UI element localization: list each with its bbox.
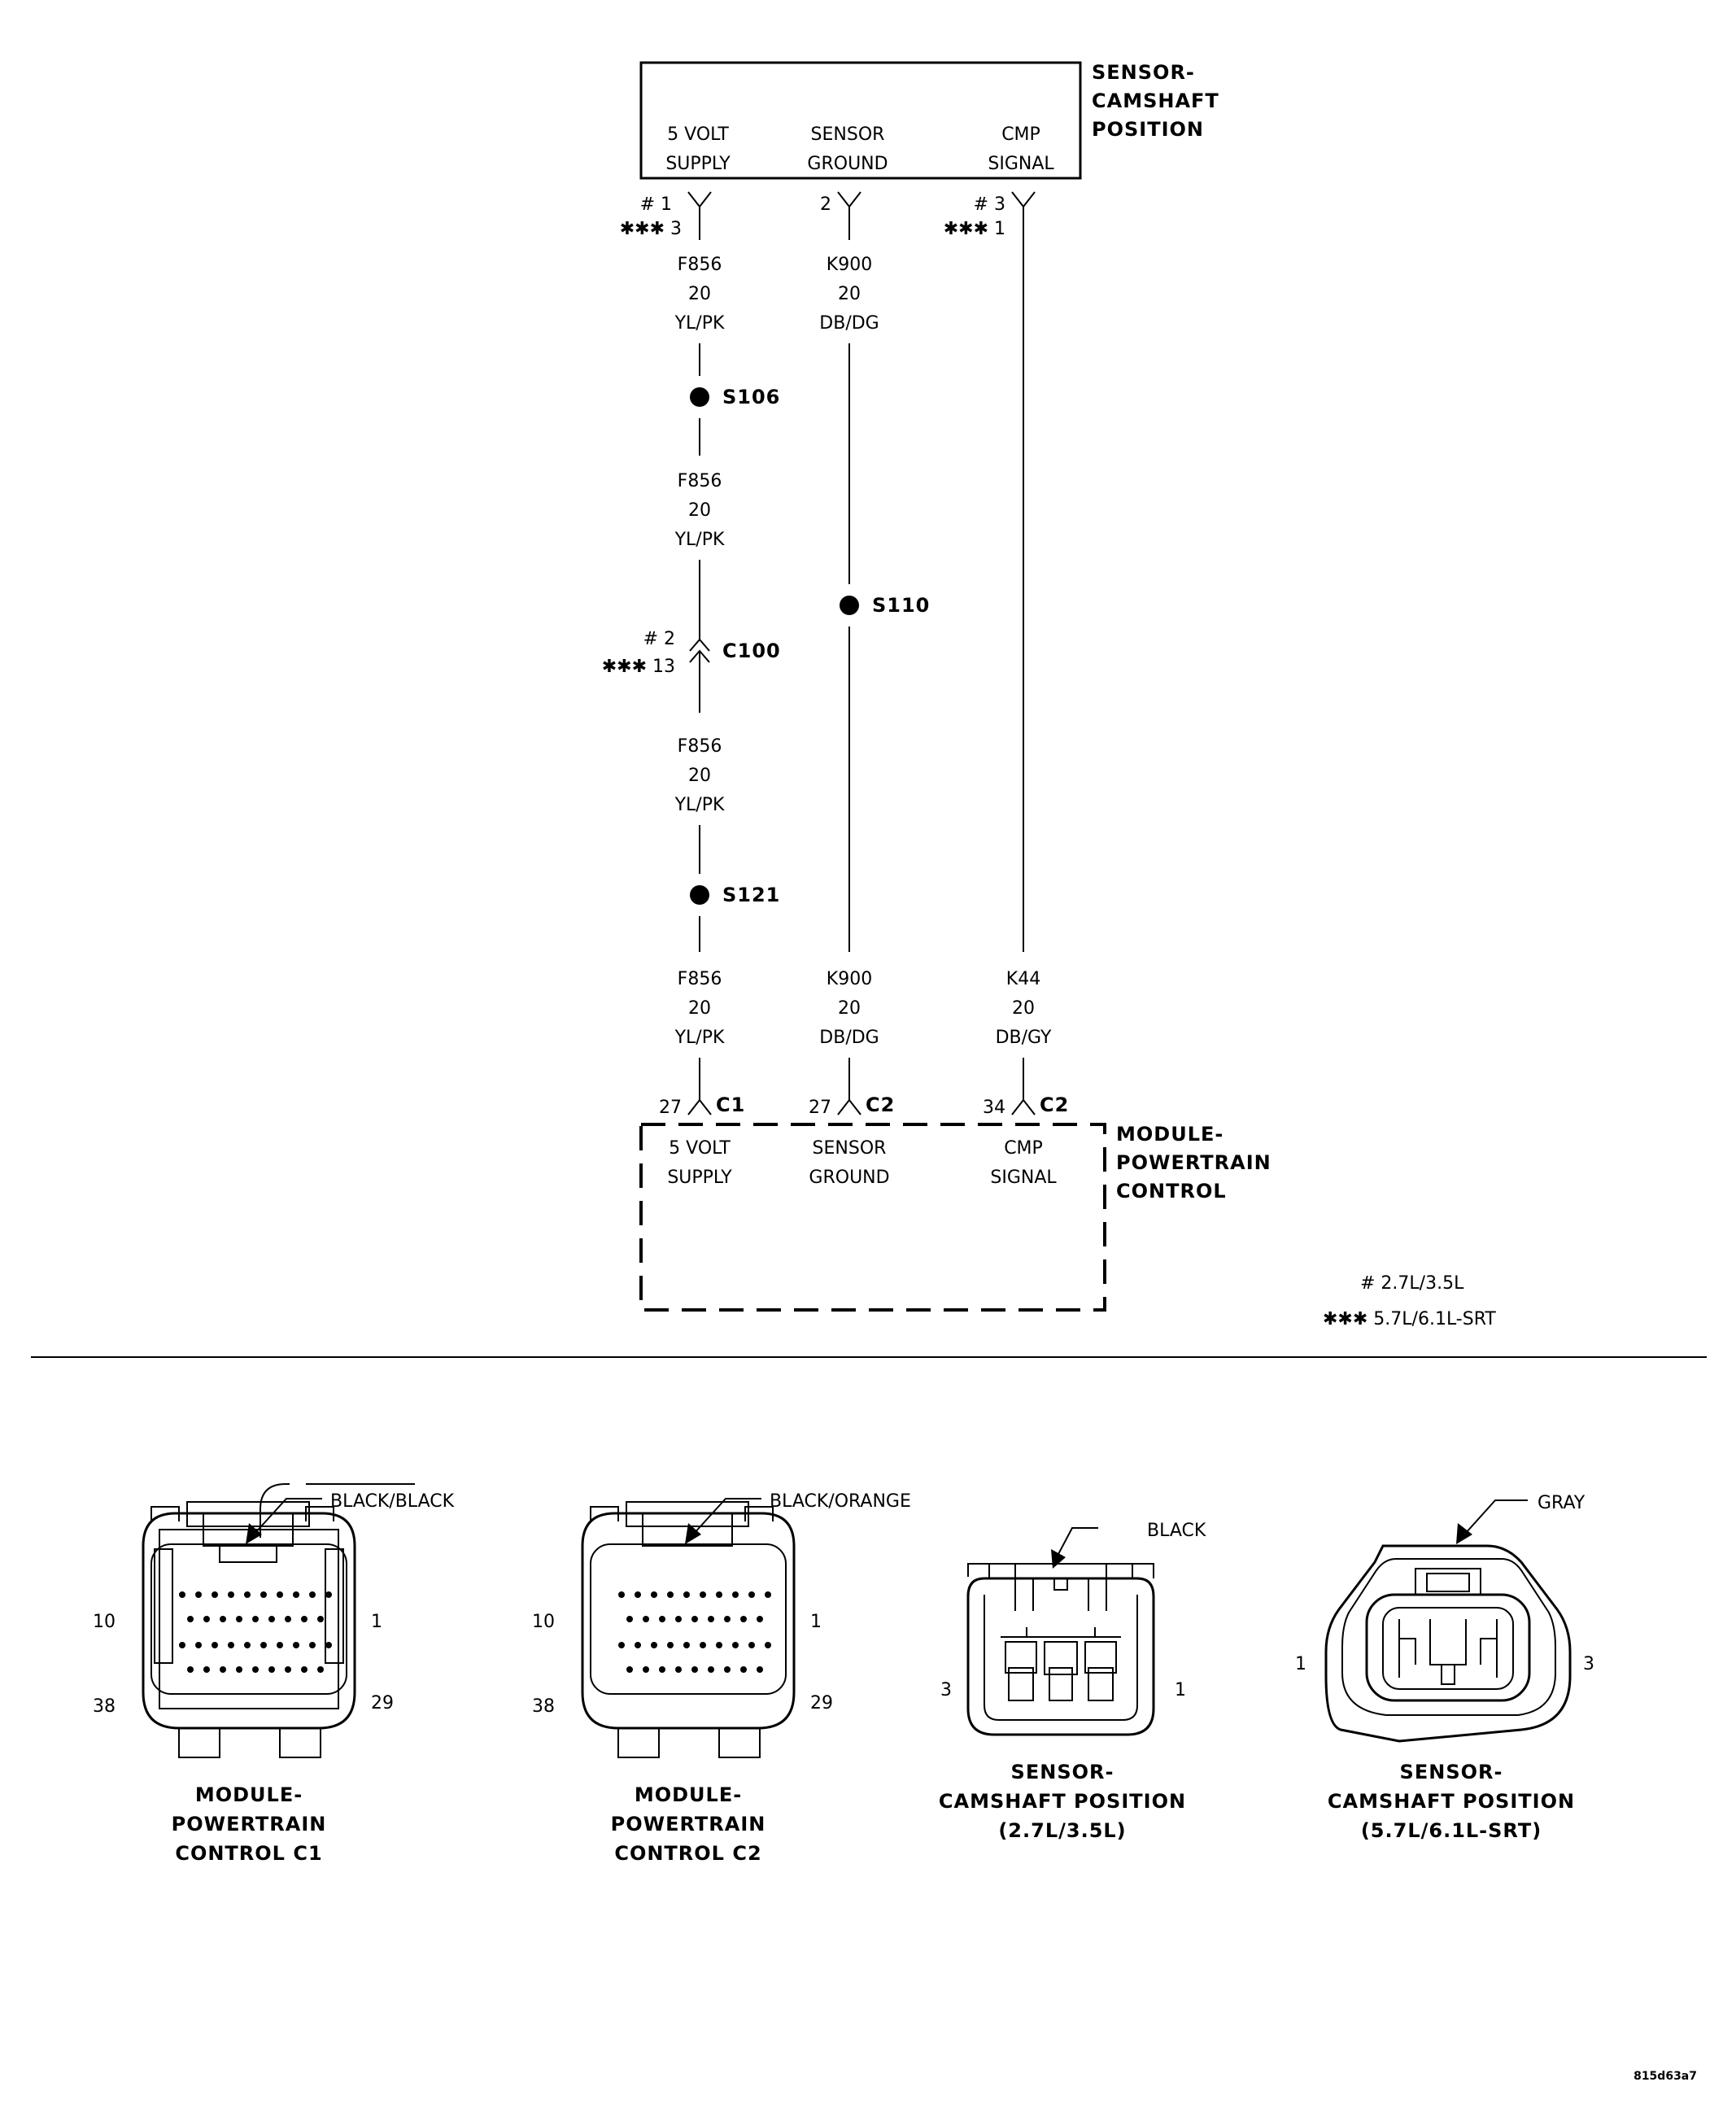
figure-id: 815d63a7 — [1633, 2070, 1697, 2083]
pin-cavity — [667, 1642, 674, 1648]
pin-cavity — [285, 1616, 291, 1622]
splice-s121-dot — [690, 885, 709, 905]
pcm-connector-ground: C2 — [866, 1093, 896, 1116]
pin-cavity — [317, 1616, 324, 1622]
pin-cavity — [626, 1666, 633, 1673]
splice-s106-dot — [690, 387, 709, 407]
pin-cavity — [220, 1616, 226, 1622]
c2-name-line2: POWERTRAIN — [610, 1813, 766, 1836]
f856-seg2-color: YL/PK — [674, 530, 725, 550]
sensor-pin-supply-line1: 5 VOLT — [667, 124, 729, 145]
pin-cavity — [683, 1591, 690, 1598]
sensor-title-line3: POSITION — [1092, 118, 1204, 141]
cmp2-name-line2: CAMSHAFT POSITION — [1327, 1790, 1576, 1813]
cmp1-pin-right: 1 — [1175, 1680, 1186, 1700]
c1-name-line1: MODULE- — [194, 1783, 303, 1806]
sensor-pin-ground-line2: GROUND — [807, 154, 888, 174]
pin-cavity — [277, 1642, 283, 1648]
pcm-connector-supply: C1 — [716, 1093, 746, 1116]
pin-cavity — [187, 1616, 194, 1622]
c2-name-line3: CONTROL C2 — [614, 1842, 762, 1865]
pcm-cavity-supply: 27 — [659, 1098, 682, 1118]
pin-cavity — [757, 1616, 763, 1622]
pin-cavity — [675, 1616, 682, 1622]
pin-cavity — [659, 1616, 665, 1622]
pin-cavity — [260, 1591, 267, 1598]
pcm-cavity-ground: 27 — [809, 1098, 831, 1118]
splice-s121-label: S121 — [722, 884, 781, 906]
f856-seg4-color: YL/PK — [674, 1028, 725, 1048]
pin-cavity — [309, 1591, 316, 1598]
pcm-title-line2: POWERTRAIN — [1116, 1151, 1271, 1174]
pin-cavity — [212, 1591, 218, 1598]
pin-cavity — [317, 1666, 324, 1673]
sensor-title-line2: CAMSHAFT — [1092, 89, 1219, 112]
f856-seg1-color: YL/PK — [674, 313, 725, 334]
pin-cavity — [268, 1616, 275, 1622]
pin-cavity — [179, 1591, 185, 1598]
pin-cavity — [675, 1666, 682, 1673]
pin-cavity — [195, 1642, 202, 1648]
pin-cavity — [236, 1666, 242, 1673]
pin-cavity — [700, 1642, 706, 1648]
c1-pin-bl: 38 — [93, 1696, 116, 1717]
sensor-pin-signal-line2: SIGNAL — [988, 154, 1054, 174]
pin-cavity — [203, 1616, 210, 1622]
pin-cavity — [325, 1642, 332, 1648]
pin-cavity — [293, 1642, 299, 1648]
cmp1-name-line2: CAMSHAFT POSITION — [938, 1790, 1187, 1813]
pcm-pin-signal-line1: CMP — [1004, 1138, 1043, 1159]
pin-cavity — [635, 1642, 641, 1648]
pin-cavity — [187, 1666, 194, 1673]
pin-cavity — [277, 1591, 283, 1598]
c2-pin-tl: 10 — [532, 1612, 555, 1632]
c100-star-cavity: ✱✱✱ 13 — [601, 657, 675, 677]
pin-cavity — [700, 1591, 706, 1598]
pin-cavity — [244, 1591, 251, 1598]
c100-label: C100 — [722, 639, 781, 662]
cmp2-pin-left: 1 — [1295, 1654, 1306, 1674]
cavity-signal-hash: # 3 — [973, 194, 1005, 215]
c2-pin-tr: 1 — [810, 1612, 822, 1632]
k900-top-color: DB/DG — [819, 313, 879, 334]
pcm-title-line1: MODULE- — [1116, 1123, 1224, 1146]
k900-top-circuit: K900 — [826, 255, 873, 275]
k900-bot-gauge: 20 — [838, 998, 861, 1019]
k44-gauge: 20 — [1012, 998, 1035, 1019]
pin-cavity — [740, 1666, 747, 1673]
pin-cavity — [268, 1666, 275, 1673]
pcm-pin-ground-line2: GROUND — [809, 1168, 890, 1188]
cmp2-pin-right: 3 — [1583, 1654, 1594, 1674]
cmp2-name-line1: SENSOR- — [1399, 1761, 1503, 1783]
f856-seg4-circuit: F856 — [677, 969, 722, 989]
c2-name-line1: MODULE- — [634, 1783, 743, 1806]
pcm-pin-ground-line1: SENSOR — [812, 1138, 887, 1159]
pin-cavity — [732, 1642, 739, 1648]
c2-color-label: BLACK/ORANGE — [770, 1491, 911, 1512]
pin-cavity — [691, 1666, 698, 1673]
connector-view-cmp-27-35 — [968, 1528, 1154, 1735]
pcm-title-line3: CONTROL — [1116, 1180, 1227, 1203]
pin-cavity — [203, 1666, 210, 1673]
pin-cavity — [301, 1616, 308, 1622]
cmp1-pin-left: 3 — [940, 1680, 952, 1700]
pin-cavity — [179, 1642, 185, 1648]
sensor-pin-signal-line1: CMP — [1001, 124, 1040, 145]
pin-cavity — [757, 1666, 763, 1673]
pin-cavity — [228, 1642, 234, 1648]
pin-cavity — [301, 1666, 308, 1673]
pin-cavity — [748, 1591, 755, 1598]
pin-cavity — [659, 1666, 665, 1673]
cmp1-name-line1: SENSOR- — [1010, 1761, 1114, 1783]
k44-color: DB/GY — [995, 1028, 1052, 1048]
pin-cavity — [765, 1591, 771, 1598]
cavity-ground: 2 — [820, 194, 831, 215]
pin-cavity — [765, 1642, 771, 1648]
sensor-pin-supply-line2: SUPPLY — [665, 154, 731, 174]
pin-cavity — [325, 1591, 332, 1598]
pin-cavity — [252, 1666, 259, 1673]
f856-seg4-gauge: 20 — [688, 998, 711, 1019]
pin-cavity — [643, 1666, 649, 1673]
cmp1-color-label: BLACK — [1147, 1521, 1206, 1541]
f856-seg2-gauge: 20 — [688, 500, 711, 521]
pin-cavity — [293, 1591, 299, 1598]
pin-cavity — [618, 1591, 625, 1598]
pin-cavity — [708, 1616, 714, 1622]
connector-view-pcm-c2 — [582, 1499, 794, 1757]
pin-cavity — [244, 1642, 251, 1648]
pin-cavity — [635, 1591, 641, 1598]
c100-hash-cavity: # 2 — [643, 629, 675, 649]
pin-cavity — [626, 1616, 633, 1622]
f856-seg2-circuit: F856 — [677, 471, 722, 491]
splice-s110-label: S110 — [872, 594, 931, 617]
f856-seg1-gauge: 20 — [688, 284, 711, 304]
pin-cavity — [716, 1591, 722, 1598]
sensor-title-line1: SENSOR- — [1092, 61, 1195, 84]
pin-cavity — [195, 1591, 202, 1598]
cavity-supply-star: ✱✱✱ 3 — [619, 219, 682, 239]
pin-cavity — [643, 1616, 649, 1622]
pin-cavity — [651, 1591, 657, 1598]
f856-seg3-color: YL/PK — [674, 795, 725, 815]
pin-cavity — [228, 1591, 234, 1598]
pin-cavity — [309, 1642, 316, 1648]
f856-seg1-circuit: F856 — [677, 255, 722, 275]
pin-cavity — [748, 1642, 755, 1648]
pin-cavity — [651, 1642, 657, 1648]
pin-cavity — [691, 1616, 698, 1622]
pcm-pin-supply-line1: 5 VOLT — [669, 1138, 731, 1159]
f856-seg3-circuit: F856 — [677, 736, 722, 757]
k900-bot-color: DB/DG — [819, 1028, 879, 1048]
pcm-terminal-supply — [688, 1100, 711, 1115]
c1-color-label: BLACK/BLACK — [330, 1491, 455, 1512]
pin-grid — [618, 1591, 771, 1673]
legend-hash-note: # 2.7L/3.5L — [1360, 1273, 1464, 1294]
pin-cavity — [732, 1591, 739, 1598]
sensor-terminal-ground — [838, 192, 861, 240]
pcm-pin-signal-line2: SIGNAL — [990, 1168, 1057, 1188]
pin-cavity — [708, 1666, 714, 1673]
pcm-terminal-ground — [838, 1100, 861, 1115]
pin-cavity — [285, 1666, 291, 1673]
cmp1-name-line3: (2.7L/3.5L) — [998, 1819, 1127, 1842]
pin-cavity — [252, 1616, 259, 1622]
pin-cavity — [236, 1616, 242, 1622]
k44-circuit: K44 — [1005, 969, 1041, 989]
pcm-cavity-signal: 34 — [983, 1098, 1005, 1118]
c2-pin-br: 29 — [810, 1693, 833, 1713]
c1-pin-tl: 10 — [93, 1612, 116, 1632]
splice-s110-dot — [840, 596, 859, 615]
f856-seg3-gauge: 20 — [688, 766, 711, 786]
pin-cavity — [716, 1642, 722, 1648]
pin-cavity — [724, 1666, 731, 1673]
cmp2-name-line3: (5.7L/6.1L-SRT) — [1360, 1819, 1542, 1842]
cmp2-color-label: GRAY — [1538, 1493, 1586, 1513]
pcm-terminal-signal — [1012, 1100, 1035, 1115]
pin-cavity — [724, 1616, 731, 1622]
splice-s106-label: S106 — [722, 386, 781, 408]
pcm-connector-signal: C2 — [1040, 1093, 1070, 1116]
k900-bot-circuit: K900 — [826, 969, 873, 989]
pin-cavity — [740, 1616, 747, 1622]
pin-cavity — [260, 1642, 267, 1648]
pcm-pin-supply-line2: SUPPLY — [667, 1168, 732, 1188]
pin-grid — [179, 1591, 332, 1673]
cavity-supply-hash: # 1 — [639, 194, 672, 215]
c1-name-line2: POWERTRAIN — [171, 1813, 327, 1836]
c1-pin-br: 29 — [371, 1693, 394, 1713]
sensor-terminal-signal — [1012, 192, 1035, 240]
c2-pin-bl: 38 — [532, 1696, 555, 1717]
c1-pin-tr: 1 — [371, 1612, 382, 1632]
connector-view-cmp-57-61 — [1326, 1500, 1570, 1741]
sensor-terminal-supply — [688, 192, 711, 240]
k900-top-gauge: 20 — [838, 284, 861, 304]
pin-cavity — [220, 1666, 226, 1673]
sensor-pin-ground-line1: SENSOR — [810, 124, 885, 145]
pin-cavity — [683, 1642, 690, 1648]
c1-name-line3: CONTROL C1 — [175, 1842, 323, 1865]
legend-star-note: ✱✱✱ 5.7L/6.1L-SRT — [1323, 1309, 1496, 1329]
pin-cavity — [667, 1591, 674, 1598]
cavity-signal-star: ✱✱✱ 1 — [943, 219, 1005, 239]
pin-cavity — [212, 1642, 218, 1648]
pin-cavity — [618, 1642, 625, 1648]
